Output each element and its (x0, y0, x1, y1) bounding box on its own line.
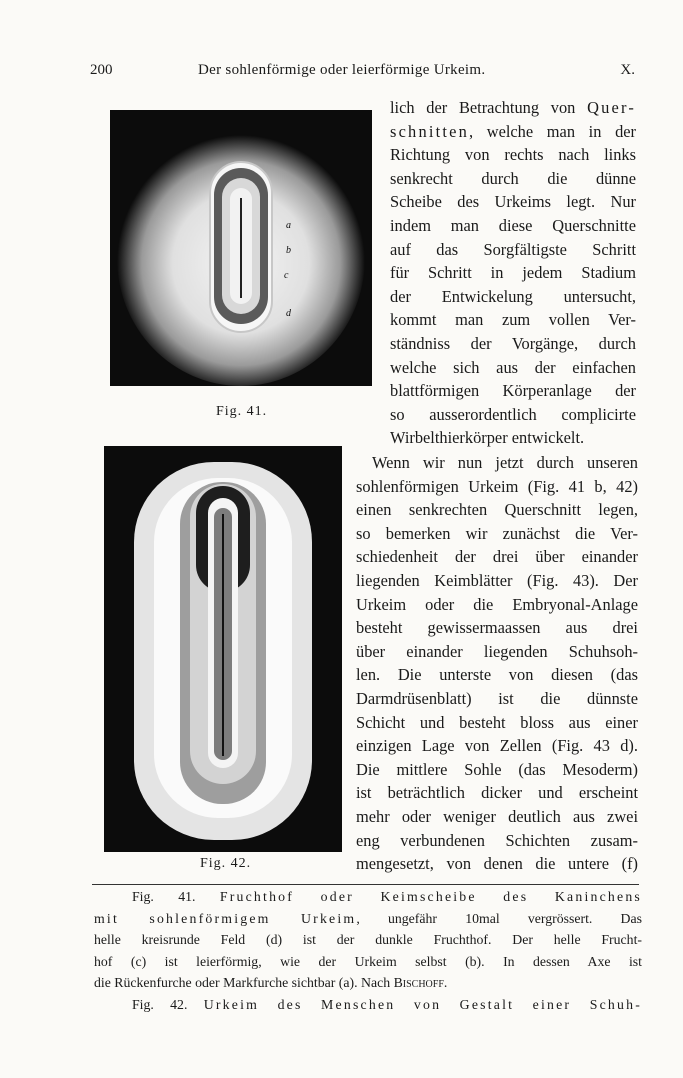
text-run: der Entwickelung untersucht, (390, 286, 636, 306)
text-run: Die mittlere Sohle (das Mesoderm) (356, 759, 638, 779)
text-run: die Rückenfurche oder Markfurche sichtbar (a). Nach (94, 975, 394, 991)
text-run: indem man diese Querschnitte (390, 216, 636, 235)
text-run: so ausserordentlich complicirte (390, 404, 636, 424)
text-run: welche sich aus der einfachen (390, 357, 636, 377)
text-run: so bemerken wir zunächst die Ver- (356, 523, 638, 543)
text-run: blattförmigen Körperanlage der (390, 381, 636, 401)
text-run: Richtung von rechts nach links (390, 145, 636, 165)
label-b: b (286, 245, 291, 256)
text-line (356, 734, 638, 758)
text-line (390, 238, 636, 262)
small-caps-name: Bischoff (393, 975, 444, 991)
text-line (390, 167, 636, 191)
text-run: sohlenförmigen Urkeim (Fig. 41 b, 42) (356, 476, 638, 496)
text-line (390, 190, 636, 214)
text-line (390, 143, 636, 167)
text-run: einzigen Lage von Zellen (Fig. 43 d). (356, 736, 638, 756)
spaced-emphasis: Urkeim des Menschen von Gestalt einer Schuh- (203, 997, 643, 1012)
text-run: Wirbelthierkörper entwickelt. (390, 428, 585, 448)
text-line (356, 522, 638, 546)
text-line (356, 475, 638, 499)
text-line (390, 285, 636, 309)
figure-41-illustration (110, 110, 372, 386)
text-run: mehr oder weniger deutlich aus zwei (356, 807, 638, 826)
text-run: lich der Betrachtung von (390, 98, 588, 117)
figure-42-illustration (104, 446, 342, 852)
text-run: über einander liegenden Schuhsoh- (356, 641, 638, 661)
running-title: Der sohlenförmige oder leierförmige Urkeim. (198, 62, 486, 78)
caption-line (94, 951, 642, 972)
caption-line (94, 972, 642, 993)
text-run: helle kreisrunde Feld (d) ist der dunkle Fruchthof. Der helle Frucht- (94, 932, 642, 948)
text-line (390, 308, 636, 332)
text-line (390, 332, 636, 356)
caption-line (132, 994, 642, 1015)
text-line (356, 758, 638, 782)
text-run: , ungefähr 10mal vergrössert. Das (356, 910, 642, 926)
text-run: auf das Sorgfältigste Schritt (390, 239, 636, 259)
text-line (390, 96, 636, 120)
text-run: senkrecht durch die dünne (390, 168, 636, 188)
text-line (356, 711, 638, 735)
figure-41-drawing (110, 110, 372, 386)
text-line (390, 120, 636, 144)
text-line (356, 569, 638, 593)
text-line (390, 261, 636, 285)
page-number: 200 (90, 62, 113, 78)
text-line (356, 663, 638, 687)
text-line (356, 640, 638, 664)
spaced-emphasis: mit sohlenförmigem Urkeim (94, 910, 357, 926)
text-run: liegenden Keimblätter (Fig. 43). Der (356, 571, 638, 590)
chapter-number: X. (620, 62, 635, 78)
caption-line (94, 908, 642, 929)
text-run: . (443, 975, 448, 991)
text-run: hof (c) ist leierförmig, wie der Urkeim selbst (b). In dessen Axe ist (94, 953, 642, 969)
text-line (390, 426, 636, 450)
text-line (390, 379, 636, 403)
text-line (356, 781, 638, 805)
text-line (356, 852, 638, 876)
label-c: c (284, 270, 289, 281)
text-line (390, 403, 636, 427)
caption-line (132, 886, 642, 907)
text-run: für Schritt in jedem Stadium (390, 263, 636, 283)
text-line (390, 356, 636, 380)
text-line (356, 593, 638, 617)
text-run: Darmdrüsenblatt) ist die dünnste (356, 689, 638, 708)
text-line (356, 829, 638, 853)
caption-line (94, 929, 642, 950)
label-d: d (286, 308, 291, 319)
spaced-emphasis: Quer- (587, 98, 636, 117)
text-run: Wenn wir nun jetzt durch unseren (372, 453, 638, 472)
text-run: Fig. 41. (132, 889, 220, 904)
running-header (90, 62, 635, 84)
text-run: Schicht und besteht bloss aus einer (356, 712, 638, 732)
text-run: eng verbundenen Schichten zusam- (356, 830, 638, 850)
text-line (356, 498, 638, 522)
figure-41-label: Fig. 41. (216, 404, 268, 419)
text-line (390, 214, 636, 238)
text-run: besteht gewissermaassen aus drei (356, 618, 638, 638)
spaced-emphasis: schnitten (390, 121, 469, 141)
text-line (356, 805, 638, 829)
text-run: mengesetzt, von denen die untere (f) (356, 854, 638, 874)
text-run: , welche man in der (468, 121, 636, 141)
text-line (356, 687, 638, 711)
spaced-emphasis: Fruchthof oder Keimscheibe des Kaninchens (219, 889, 642, 904)
text-line (356, 545, 638, 569)
text-run: ständniss der Vorgänge, durch (390, 334, 636, 353)
text-run: kommt man zum vollen Ver- (390, 310, 636, 330)
caption-divider (92, 884, 639, 885)
text-run: einen senkrechten Querschnitt legen, (356, 500, 638, 520)
figure-42-drawing (104, 446, 342, 852)
text-run: schiedenheit der drei über einander (356, 547, 638, 567)
text-line (372, 451, 638, 475)
text-run: Fig. 42. (132, 997, 204, 1012)
text-line (356, 616, 638, 640)
text-run: len. Die unterste von diesen (das (356, 665, 638, 685)
text-run: ist beträchtlich dicker und erscheint (356, 783, 638, 803)
figure-42-label: Fig. 42. (200, 856, 252, 871)
label-a: a (286, 220, 291, 231)
text-run: Scheibe des Urkeims legt. Nur (390, 192, 636, 212)
text-run: Urkeim oder die Embryonal-Anlage (356, 594, 638, 614)
